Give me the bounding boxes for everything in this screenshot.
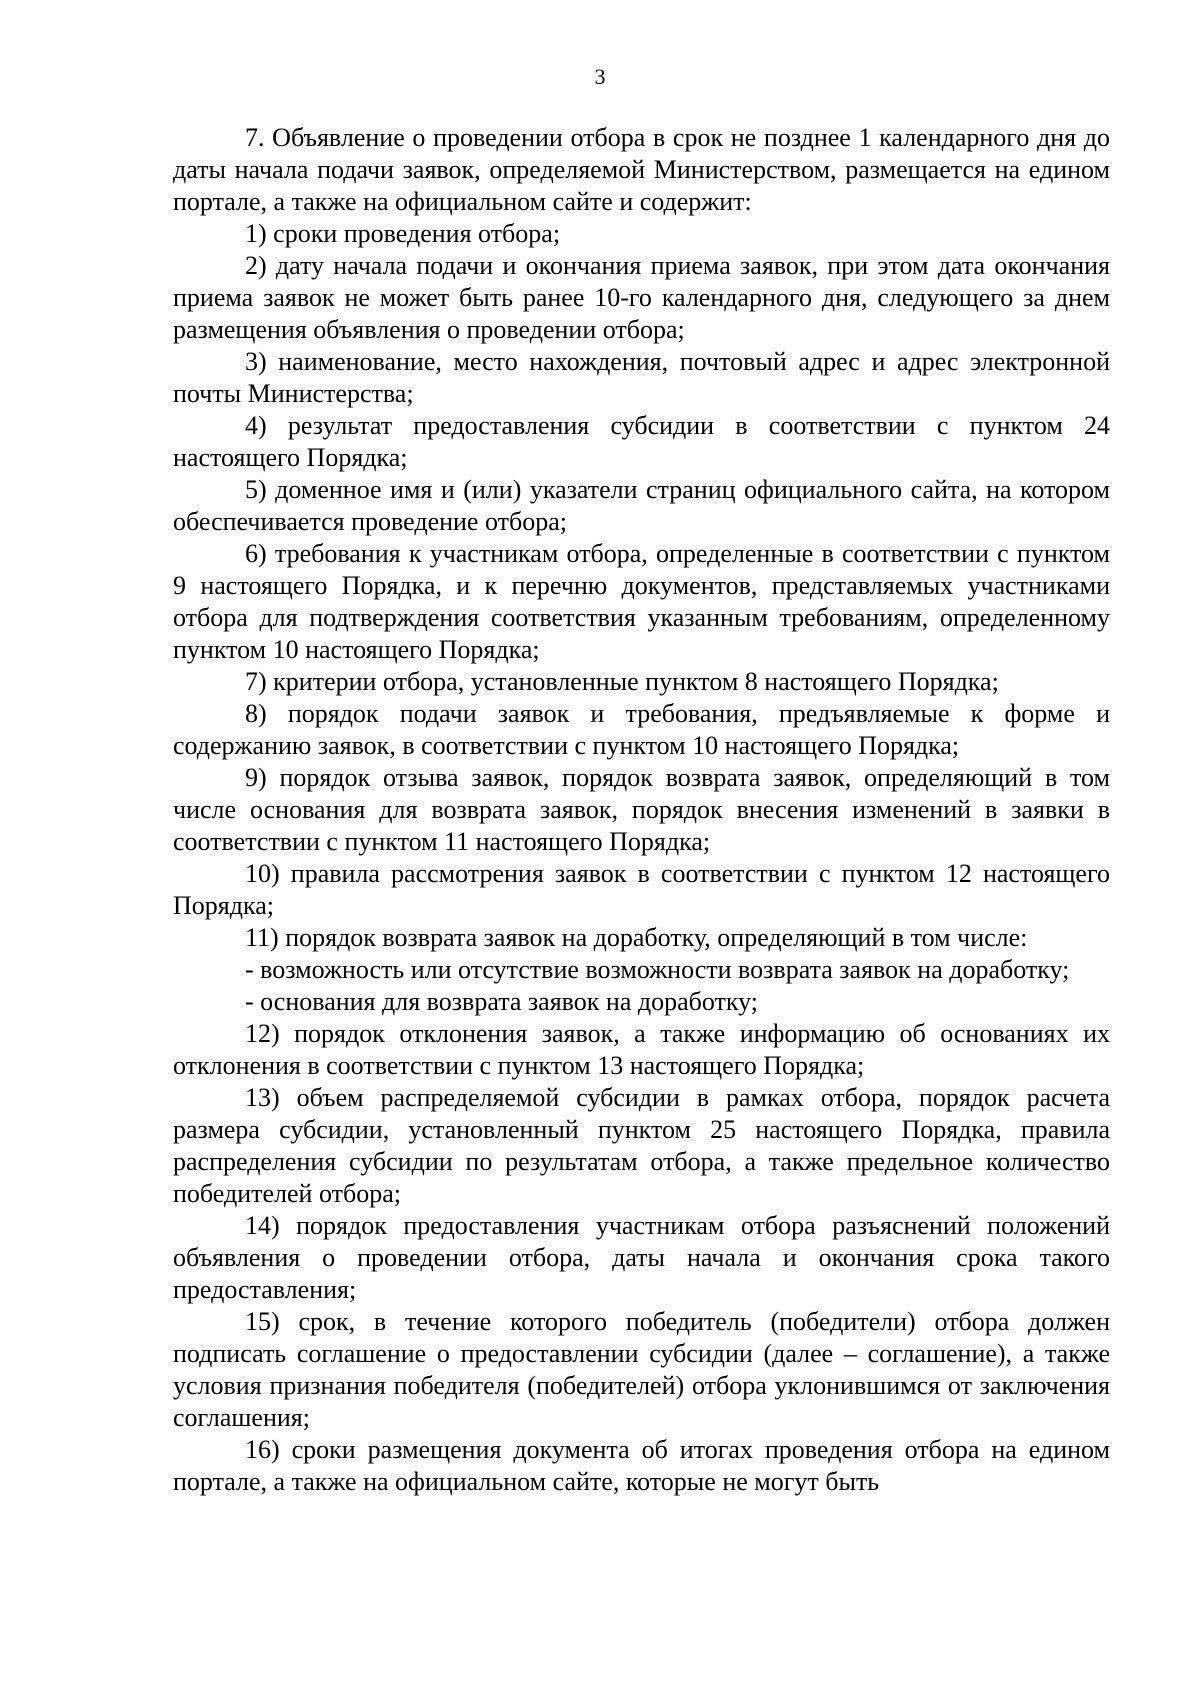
list-item-2: 2) дату начала подачи и окончания приема заявок, при этом дата окончания приема заявок не может быть ранее 10-го календарного дня, следующего за днем размещения объявления о проведении отбора;: [173, 251, 1110, 344]
page-number: 3: [594, 64, 606, 89]
list-item-8: 8) порядок подачи заявок и требования, предъявляемые к форме и содержанию заявок, в соответствии с пунктом 10 настоящего Порядка;: [173, 699, 1110, 760]
list-item-16: 16) сроки размещения документа об итогах проведения отбора на едином портале, а также на официальном сайте, которые не могут быть: [173, 1435, 1110, 1496]
list-item-4: 4) результат предоставления субсидии в соответствии с пунктом 24 настоящего Порядка;: [173, 411, 1110, 472]
list-item-1: 1) сроки проведения отбора;: [245, 219, 561, 248]
list-item-14: 14) порядок предоставления участникам отбора разъяснений положений объявления о проведении отбора, даты начала и окончания срока такого предоставления;: [173, 1211, 1110, 1304]
list-item-6: 6) требования к участникам отбора, определенные в соответствии с пунктом 9 настоящего Порядка, и к перечню документов, представляемых участниками отбора для подтверждения соответствия указанным требованиям, определенному пунктом 10 настоящего Порядка;: [173, 539, 1110, 664]
list-item-10: 10) правила рассмотрения заявок в соответствии с пунктом 12 настоящего Порядка;: [173, 859, 1110, 920]
sub-item-grounds: - основания для возврата заявок на доработку;: [245, 987, 759, 1016]
paragraph-7: 7. Объявление о проведении отбора в срок не позднее 1 календарного дня до даты начала подачи заявок, определяемой Министерством, размещается на едином портале, а также на официальном сайте и содержит:: [173, 123, 1110, 216]
list-item-12: 12) порядок отклонения заявок, а также информацию об основаниях их отклонения в соответствии с пунктом 13 настоящего Порядка;: [173, 1019, 1110, 1080]
sub-item-possibility: - возможность или отсутствие возможности возврата заявок на доработку;: [245, 955, 1070, 984]
document-body: [173, 122, 1110, 1498]
list-item-7: 7) критерии отбора, установленные пунктом 8 настоящего Порядка;: [245, 667, 999, 696]
list-item-13: 13) объем распределяемой субсидии в рамках отбора, порядок расчета размера субсидии, установленный пунктом 25 настоящего Порядка, правила распределения субсидии по результатам отбора, а также предельное количество победителей отбора;: [173, 1083, 1110, 1208]
list-item-11: 11) порядок возврата заявок на доработку, определяющий в том числе:: [245, 923, 1028, 952]
list-item-9: 9) порядок отзыва заявок, порядок возврата заявок, определяющий в том числе основания для возврата заявок, порядок внесения изменений в заявки в соответствии с пунктом 11 настоящего Порядка;: [173, 763, 1110, 856]
list-item-5: 5) доменное имя и (или) указатели страниц официального сайта, на котором обеспечивается проведение отбора;: [173, 475, 1110, 536]
list-item-15: 15) срок, в течение которого победитель (победители) отбора должен подписать соглашение о предоставлении субсидии (далее – соглашение), а также условия признания победителя (победителей) отбора уклонившимся от заключения соглашения;: [173, 1307, 1110, 1432]
list-item-3: 3) наименование, место нахождения, почтовый адрес и адрес электронной почты Министерства;: [173, 347, 1110, 408]
